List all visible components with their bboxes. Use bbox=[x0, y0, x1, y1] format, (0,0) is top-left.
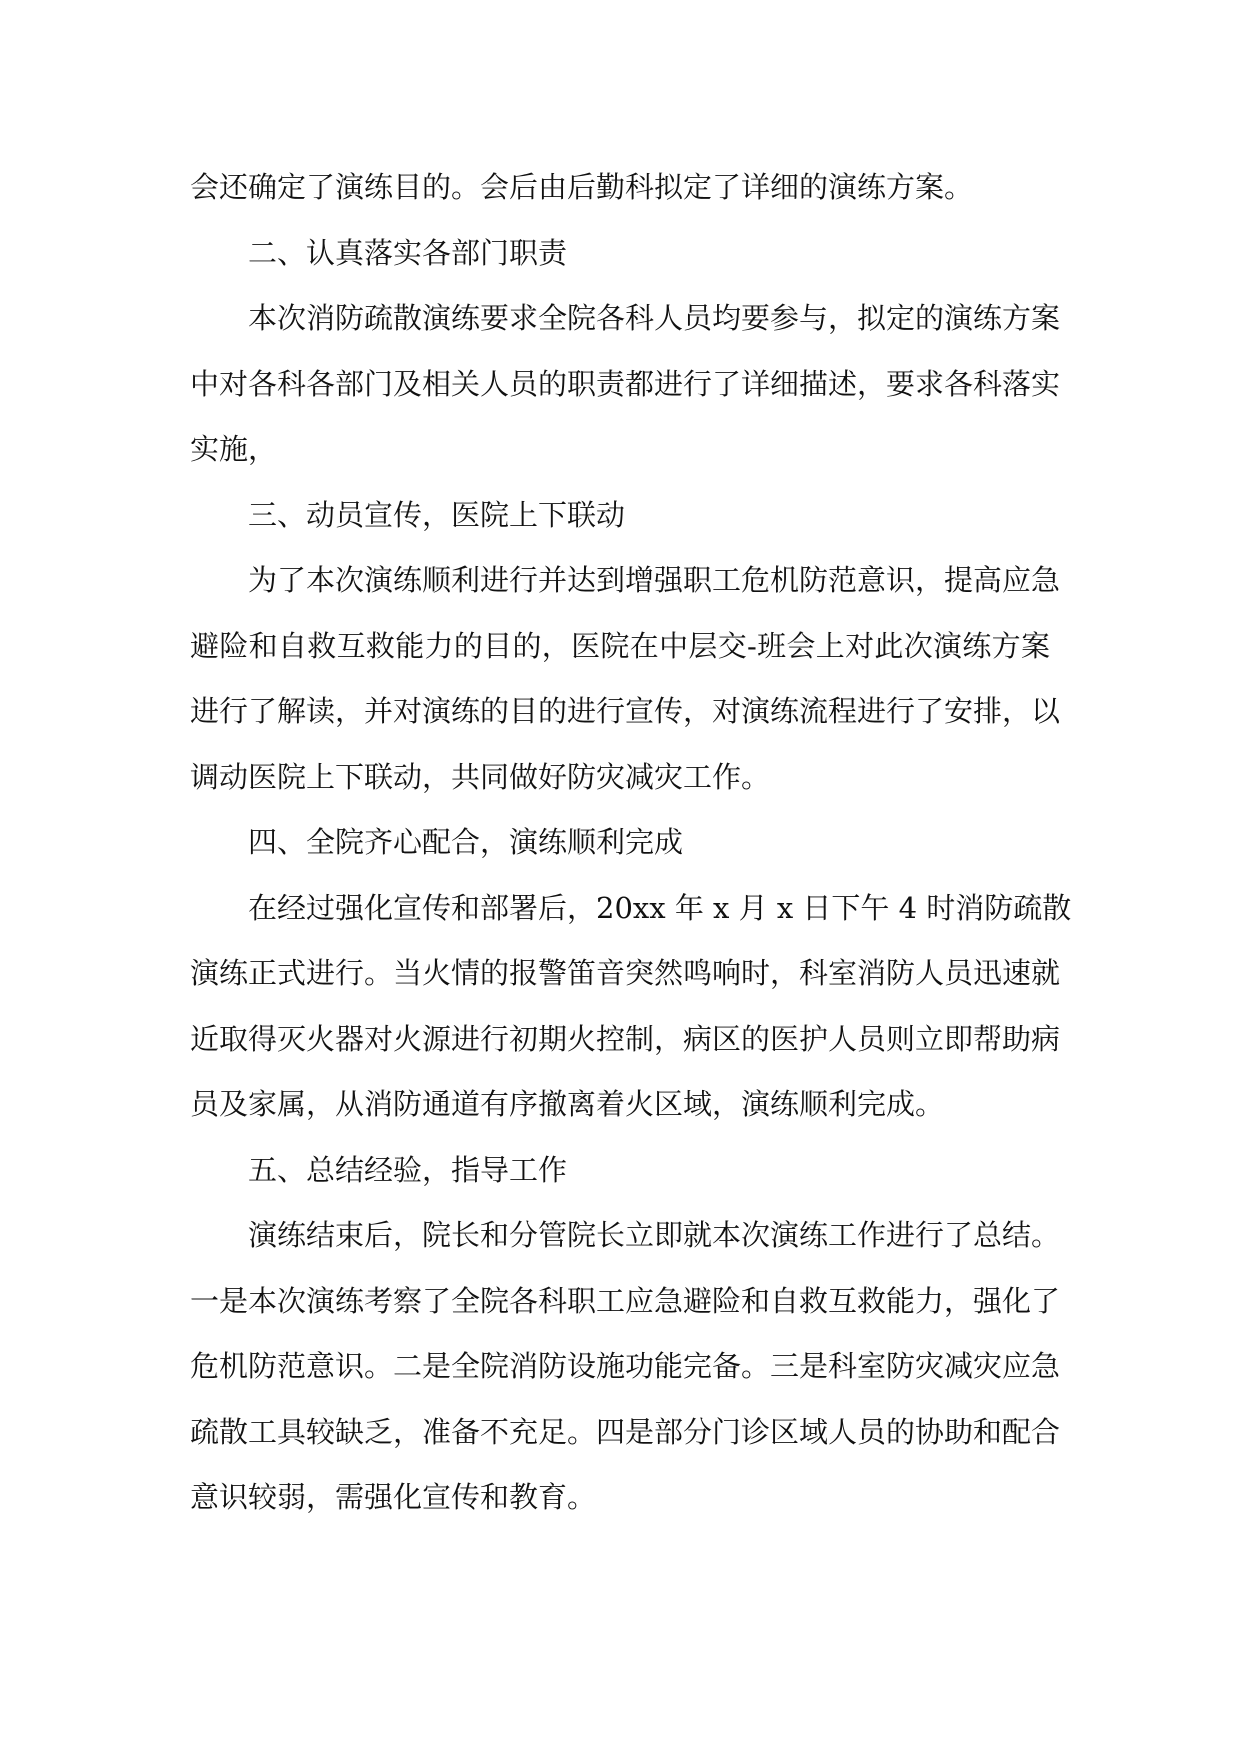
paragraph-line: 会还确定了演练目的。会后由后勤科拟定了详细的演练方案。 bbox=[190, 170, 974, 204]
paragraph-line: 疏散工具较缺乏，准备不充足。四是部分门诊区域人员的协助和配合 bbox=[190, 1414, 1061, 1449]
section-heading-3: 三、动员宣传，医院上下联动 bbox=[248, 497, 626, 532]
paragraph-line: 调动医院上下联动，共同做好防灾减灾工作。 bbox=[190, 759, 771, 794]
paragraph-line: 中对各科各部门及相关人员的职责都进行了详细描述，要求各科落实 bbox=[190, 366, 1061, 401]
section-heading-5: 五、总结经验，指导工作 bbox=[248, 1152, 568, 1187]
paragraph-line: 避险和自救互救能力的目的，医院在中层交-班会上对此次演练方案 bbox=[190, 628, 1050, 663]
paragraph-line: 进行了解读，并对演练的目的进行宣传，对演练流程进行了安排，以 bbox=[190, 694, 1061, 728]
paragraph-line: 为了本次演练顺利进行并达到增强职工危机防范意识，提高应急 bbox=[248, 563, 1061, 597]
document-body bbox=[190, 155, 1072, 1531]
section-heading-4: 四、全院齐心配合，演练顺利完成 bbox=[248, 825, 684, 859]
paragraph-line: 危机防范意识。二是全院消防设施功能完备。三是科室防灾减灾应急 bbox=[190, 1349, 1061, 1383]
paragraph-line: 演练正式进行。当火情的报警笛音突然鸣响时，科室消防人员迅速就 bbox=[190, 956, 1061, 990]
paragraph-line: 意识较弱，需强化宣传和教育。 bbox=[190, 1480, 597, 1514]
paragraph-line: 实施， bbox=[190, 432, 278, 466]
paragraph-line: 演练结束后，院长和分管院长立即就本次演练工作进行了总结。 bbox=[248, 1218, 1061, 1252]
paragraph-line: 一是本次演练考察了全院各科职工应急避险和自救互救能力，强化了 bbox=[190, 1283, 1061, 1318]
section-heading-2: 二、认真落实各部门职责 bbox=[248, 235, 568, 270]
paragraph-line: 在经过强化宣传和部署后，20xx 年 x 月 x 日下午 4 时消防疏散 bbox=[248, 890, 1072, 925]
paragraph-line: 近取得灭火器对火源进行初期火控制，病区的医护人员则立即帮助病 bbox=[190, 1021, 1061, 1056]
paragraph-line: 员及家属，从消防通道有序撤离着火区域，演练顺利完成。 bbox=[190, 1087, 945, 1121]
paragraph-line: 本次消防疏散演练要求全院各科人员均要参与，拟定的演练方案 bbox=[248, 301, 1061, 335]
